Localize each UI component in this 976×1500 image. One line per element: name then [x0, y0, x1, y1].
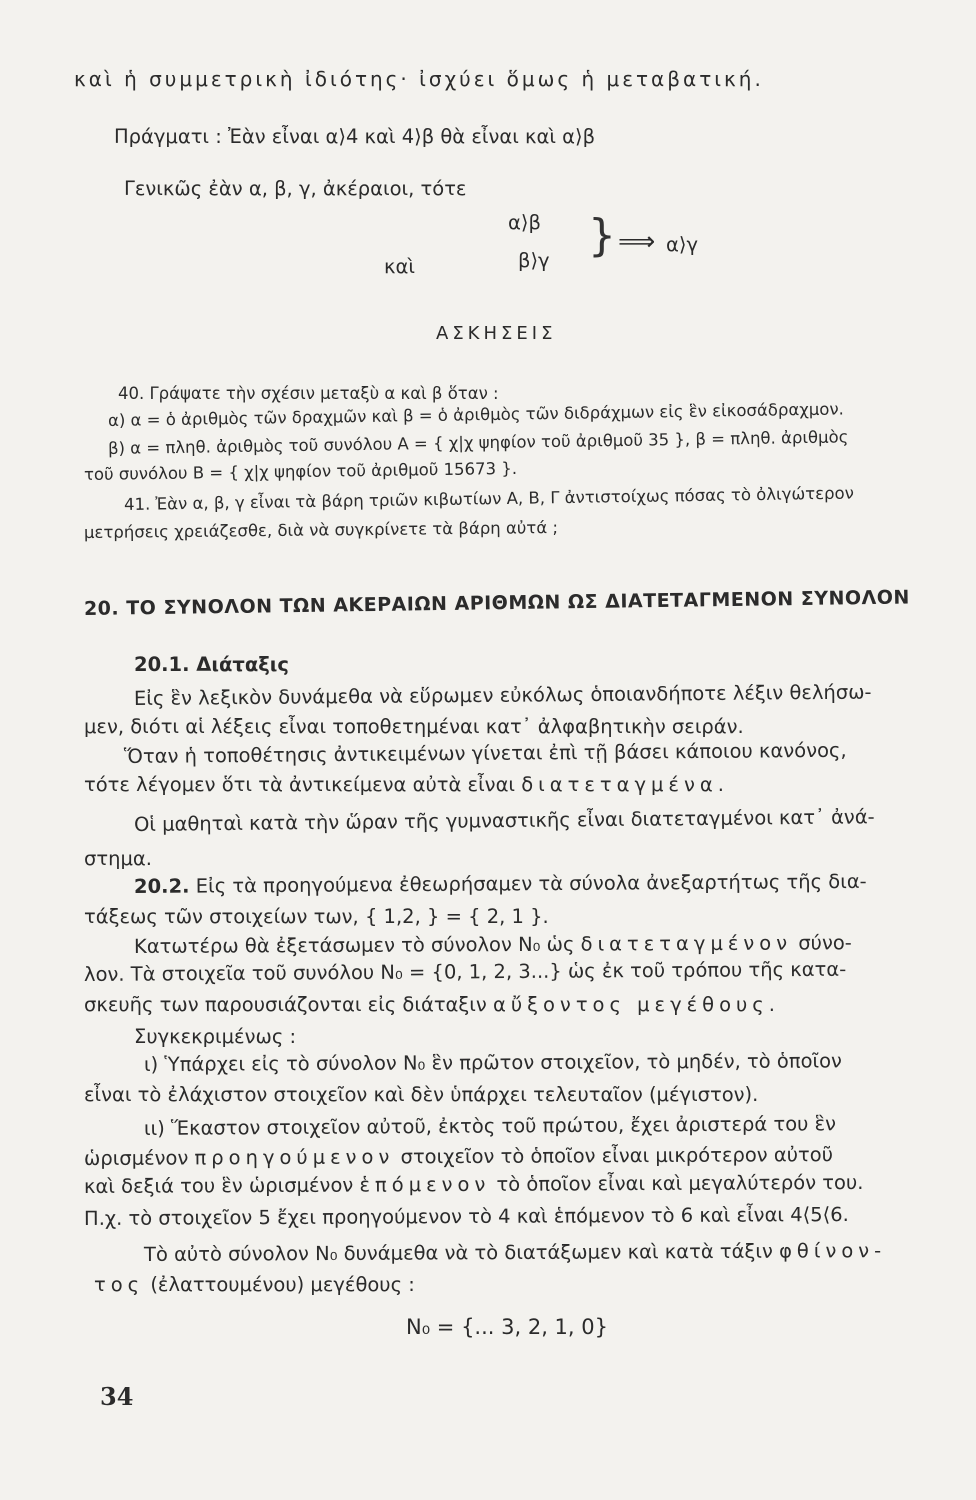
paragraph-line — [84, 1170, 864, 1200]
paragraph-line — [134, 869, 867, 900]
exercise-40-a: α) α = ὁ ἀριθμὸς τῶν δραχμῶν καὶ β = ὁ ἀριθμὸς τῶν διδράχμων εἰς ἓν εἰκοσάδραχμον. — [107, 399, 844, 430]
emphasis-text: φθίνον- — [778, 1239, 887, 1263]
paragraph-line — [144, 1238, 886, 1268]
text-span: τότε λέγομεν ὅτι τὰ ἀντικείμενα αὐτὰ εἶναι — [84, 773, 522, 796]
paragraph-line: μεν, διότι αἱ λέξεις εἶναι τοποθετημέναι κατ᾽ ἀλφαβητικὴν σειράν. — [84, 715, 744, 738]
exercise-40-b: β) α = πληθ. ἀριθμὸς τοῦ συνόλου Α = { χ|χ ψηφίον τοῦ ἀριθμοῦ 35 }, β = πληθ. ἀριθμὸς — [107, 427, 849, 458]
text-span: ὡρισμένον — [83, 1146, 195, 1170]
paragraph-line: Ὅταν ἡ τοποθέτησις ἀντικειμένων γίνεται ἐπὶ τῇ βάσει κάποιου κανόνος, — [123, 738, 847, 768]
formula-premise-1: α⟩β — [508, 211, 541, 234]
paragraph-line — [84, 1142, 833, 1172]
emphasis-text: ἑπόμενον — [359, 1172, 491, 1197]
formula-and: καὶ — [384, 255, 415, 278]
implies-arrow-icon: ⟹ — [618, 227, 656, 257]
exercise-41: 41. Ἐὰν α, β, γ εἶναι τὰ βάρη τριῶν κιβωτίων Α, Β, Γ ἀντιστοίχως πόσας τὸ ὀλιγώτερον — [123, 483, 855, 514]
text-span: στοιχεῖον τὸ ὁποῖον εἶναι μικρότερον αὐτοῦ — [394, 1143, 834, 1169]
paragraph-line: τάξεως τῶν στοιχείων των, { 1,2, } = { 2, 1 }. — [84, 905, 549, 928]
paragraph-line — [94, 1272, 415, 1298]
paragraph-line: στημα. — [84, 847, 152, 870]
text-span: σκευῆς των παρουσιάζονται εἰς διάταξιν — [84, 993, 493, 1016]
text-span: σύνο- — [792, 931, 852, 955]
text-line: καὶ ἡ συμμετρικὴ ἰδιότης· ἰσχύει ὅμως ἡ μεταβατική. — [74, 67, 764, 91]
text-span: Εἰς τὰ προηγούμενα ἐθεωρήσαμεν τὰ σύνολα ἀνεξαρτήτως τῆς δια- — [189, 869, 867, 898]
paragraph-line: λον. Τὰ στοιχεῖα τοῦ συνόλου N₀ = {0, 1, 2, 3...} ὡς ἐκ τοῦ τρόπου τῆς κατα- — [83, 957, 847, 986]
formula-premise-2: β⟩γ — [518, 249, 550, 272]
subsection-heading: 20.1. Διάταξις — [134, 653, 289, 676]
text-line: Πράγματι : Ἐὰν εἶναι α⟩4 καὶ 4⟩β θὰ εἶναι καὶ α⟩β — [114, 125, 596, 148]
formula-line: N₀ = {... 3, 2, 1, 0} — [406, 1315, 608, 1339]
text-span: Κατωτέρω θὰ ἐξετάσωμεν τὸ σύνολον N₀ ὡς — [133, 932, 581, 958]
paragraph-line: Οἱ μαθηταὶ κατὰ τὴν ὥραν τῆς γυμναστικῆς εἶναι διατεταγμένοι κατ᾽ ἀνά- — [133, 805, 875, 836]
subsection-number: 20.2. — [133, 874, 190, 898]
right-brace-icon: } — [588, 210, 616, 261]
text-span: τὸ ὁποῖον εἶναι καὶ μεγαλύτερόν του. — [490, 1170, 864, 1196]
emphasis-text: διατεταγμένα. — [521, 773, 729, 796]
emphasis-text: διατεταγμένον — [580, 931, 793, 956]
text-span: (ἐλαττουμένου) μεγέθους : — [144, 1273, 415, 1296]
page-number: 34 — [100, 1382, 134, 1411]
paragraph-line — [134, 930, 852, 960]
list-item: ιι) Ἕκαστον στοιχεῖον αὐτοῦ, ἐκτὸς τοῦ πρώτου, ἔχει ἀριστερά του ἓν — [143, 1112, 837, 1140]
text-span: Τὸ αὐτὸ σύνολον N₀ δυνάμεθα νὰ τὸ διατάξωμεν καὶ κατὰ τάξιν — [143, 1239, 780, 1266]
paragraph-line — [84, 992, 780, 1018]
paragraph-line: εἶναι τὸ ἐλάχιστον στοιχεῖον καὶ δὲν ὑπάρχει τελευταῖον (μέγιστον). — [84, 1083, 759, 1106]
emphasis-text: τος — [94, 1273, 145, 1296]
paragraph-line — [84, 772, 729, 798]
emphasis-text: αὔξοντος μεγέθους. — [492, 993, 780, 1016]
text-line: Γενικῶς ἐὰν α, β, γ, ἀκέραιοι, τότε — [124, 177, 467, 200]
exercise-40-b-cont: τοῦ συνόλου Β = { χ|χ ψηφίον τοῦ ἀριθμοῦ 15673 }. — [83, 458, 518, 484]
paragraph-line: Εἰς ἓν λεξικὸν δυνάμεθα νὰ εὕρωμεν εὐκόλως ὁποιανδήποτε λέξιν θελήσω- — [133, 680, 872, 710]
formula-result: α⟩γ — [666, 233, 699, 256]
emphasis-text: προηγούμενον — [194, 1145, 395, 1170]
paragraph-line: Συγκεκριμένως : — [134, 1025, 297, 1048]
list-item: ι) Ὑπάρχει εἰς τὸ σύνολον N₀ ἓν πρῶτον στοιχεῖον, τὸ μηδέν, τὸ ὁποῖον — [143, 1049, 842, 1076]
text-span: καὶ δεξιά του ἓν ὡρισμένον — [83, 1173, 360, 1198]
exercise-40: 40. Γράψατε τὴν σχέσιν μεταξὺ α καὶ β ὅταν : — [118, 384, 499, 403]
exercise-41-cont: μετρήσεις χρειάζεσθε, διὰ νὰ συγκρίνετε τὰ βάρη αὐτά ; — [83, 518, 559, 542]
section-heading: 20. ΤΟ ΣΥΝΟΛΟΝ ΤΩΝ ΑΚΕΡΑΙΩΝ ΑΡΙΘΜΩΝ ΩΣ ΔΙΑΤΕΤΑΓΜΕΝΟΝ ΣΥΝΟΛΟΝ — [83, 586, 911, 620]
exercises-heading: ΑΣΚΗΣΕΙΣ — [436, 323, 557, 344]
paragraph-line: Π.χ. τὸ στοιχεῖον 5 ἔχει προηγούμενον τὸ 4 καὶ ἑπόμενον τὸ 6 καὶ εἶναι 4⟨5⟨6. — [83, 1202, 849, 1230]
